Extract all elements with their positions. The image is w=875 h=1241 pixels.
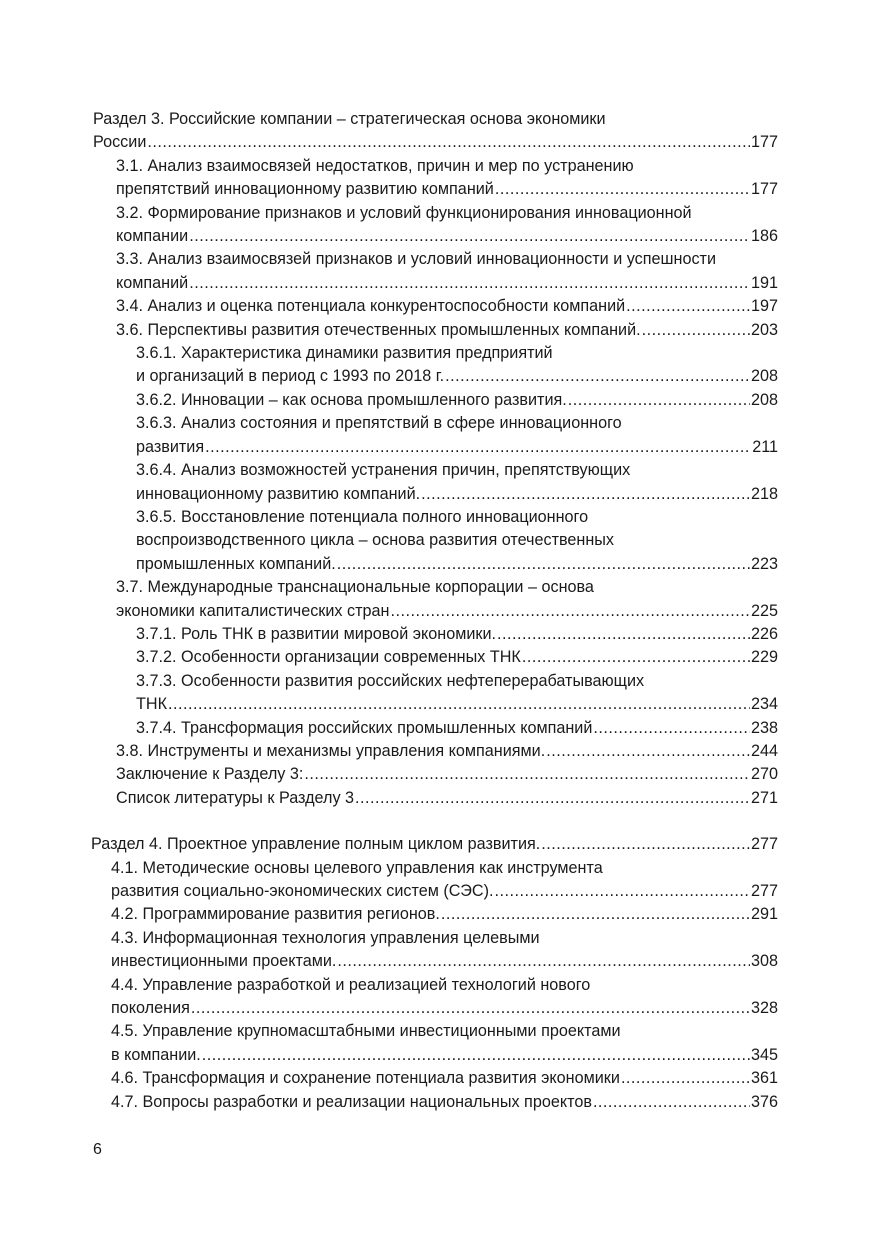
toc-entry-title: Список литературы к Разделу 3 — [116, 788, 355, 807]
toc-page-number: 234 — [750, 695, 778, 714]
toc-entry-title-line: 3.7.3. Особенности развития российских нефтеперерабатывающих — [136, 671, 645, 690]
dot-leader — [337, 553, 750, 576]
dot-leader — [189, 272, 750, 295]
toc-entry-title: 3.6. Перспективы развития отечественных промышленных компаний. — [116, 320, 641, 339]
toc-entry-title: инновационному развитию компаний. — [136, 484, 421, 503]
toc-entry-leader-line — [136, 483, 778, 506]
toc-entry[interactable] — [111, 1091, 778, 1114]
dot-leader — [522, 646, 750, 669]
dot-leader — [445, 365, 750, 388]
toc-entry-leader-line — [136, 436, 778, 459]
toc-entry-leader-line — [116, 225, 778, 248]
toc-section-s4 — [0, 833, 875, 1114]
toc-page-number: 203 — [750, 320, 778, 339]
dot-leader — [390, 600, 750, 623]
toc-entry[interactable] — [116, 248, 778, 295]
dot-leader — [304, 763, 750, 786]
toc-entry[interactable] — [136, 389, 778, 412]
toc-page-number: 208 — [750, 390, 778, 409]
toc-entry[interactable] — [136, 623, 778, 646]
toc-entry[interactable] — [136, 670, 778, 717]
toc-entry-title: Раздел 4. Проектное управление полным циклом развития. — [91, 835, 541, 854]
dot-leader — [191, 997, 750, 1020]
toc-entry[interactable] — [136, 342, 778, 389]
toc-entry-title: Заключение к Разделу 3: — [116, 765, 304, 784]
toc-entry-leader-line — [136, 389, 778, 412]
toc-entry-title: 3.7.2. Особенности организации современных ТНК — [136, 648, 521, 667]
dot-leader — [441, 903, 750, 926]
toc-entry-title-line: 4.4. Управление разработкой и реализацией технологий нового — [111, 975, 591, 994]
toc-entry[interactable] — [93, 108, 778, 155]
toc-page-number: 361 — [750, 1069, 778, 1088]
toc-entry-leader-line — [136, 693, 778, 716]
toc-entry-title-line: 4.3. Информационная технология управления целевыми — [111, 928, 540, 947]
toc-page-number: 229 — [750, 648, 778, 667]
toc-entry-title-line: 3.6.1. Характеристика динамики развития предприятий — [136, 344, 553, 363]
toc-page-number: 328 — [750, 999, 778, 1018]
toc-entry-title-line: Раздел 3. Российские компании – стратегическая основа экономики — [93, 110, 606, 128]
toc-entry-title-line: 3.1. Анализ взаимосвязей недостатков, причин и мер по устранению — [116, 156, 634, 175]
toc-entry-leader-line — [111, 903, 778, 926]
dot-leader — [205, 436, 751, 459]
dot-leader — [147, 131, 750, 154]
toc-entry[interactable] — [136, 459, 778, 506]
toc-entry[interactable] — [136, 412, 778, 459]
toc-entry-title: компании — [116, 227, 189, 246]
dot-leader — [355, 787, 750, 810]
toc-entry-title-line: 3.2. Формирование признаков и условий функционирования инновационной — [116, 203, 692, 222]
dot-leader — [497, 623, 750, 646]
toc-page-number: 345 — [750, 1045, 778, 1064]
dot-leader — [337, 950, 750, 973]
toc-entry-leader-line — [136, 365, 778, 388]
toc-entry-title: инвестиционными проектами. — [111, 952, 337, 971]
toc-page-number: 244 — [750, 741, 778, 760]
dot-leader — [168, 693, 750, 716]
toc-entry-leader-line — [116, 763, 778, 786]
toc-entry-title: препятствий инновационному развитию компаний — [116, 180, 494, 199]
toc-entry-title-line: 3.6.4. Анализ возможностей устранения причин, препятствующих — [136, 461, 631, 480]
toc-entry-title: компаний — [116, 273, 189, 292]
toc-page-number: 223 — [750, 554, 778, 573]
dot-leader — [593, 717, 750, 740]
toc-entry-leader-line — [111, 950, 778, 973]
toc-entry-leader-line — [136, 623, 778, 646]
toc-entry-title: 3.4. Анализ и оценка потенциала конкурентоспособности компаний — [116, 297, 626, 316]
toc-entry[interactable] — [111, 857, 778, 904]
toc-entry-leader-line — [111, 1067, 778, 1090]
toc-entry-title: 4.2. Программирование развития регионов. — [111, 905, 440, 924]
toc-entry-leader-line — [136, 553, 778, 576]
toc-entry-title: 3.6.2. Инновации – как основа промышленного развития. — [136, 390, 567, 409]
toc-page-number: 191 — [750, 273, 778, 292]
toc-entry-leader-line — [93, 131, 778, 154]
toc-entry-title: России — [93, 133, 147, 152]
toc-entry-leader-line — [111, 997, 778, 1020]
page-number: 6 — [93, 1141, 102, 1158]
dot-leader — [202, 1044, 750, 1067]
toc-entry[interactable] — [111, 1067, 778, 1090]
toc-entry-leader-line — [111, 1091, 778, 1114]
toc-entry[interactable] — [116, 155, 778, 202]
toc-entry-title: и организаций в период с 1993 по 2018 г. — [136, 367, 445, 386]
dot-leader — [593, 1091, 750, 1114]
toc-entry[interactable] — [91, 833, 778, 856]
toc-entry-title-line: 4.5. Управление крупномасштабными инвестиционными проектами — [111, 1022, 621, 1041]
dot-leader — [621, 1067, 750, 1090]
toc-entry[interactable] — [136, 717, 778, 740]
dot-leader — [421, 483, 750, 506]
toc-page-number: 197 — [750, 297, 778, 316]
toc-entry-title: 4.6. Трансформация и сохранение потенциала развития экономики — [111, 1069, 620, 1088]
dot-leader — [189, 225, 750, 248]
toc-page-number: 186 — [750, 227, 778, 246]
toc-entry[interactable] — [116, 295, 778, 318]
toc-entry-leader-line — [116, 600, 778, 623]
toc-entry[interactable] — [111, 974, 778, 1021]
toc-entry-title-line: 3.6.5. Восстановление потенциала полного инновационного — [136, 507, 589, 526]
toc-entry-leader-line — [116, 787, 778, 810]
toc-entry-title-line: 3.7. Международные транснациональные корпорации – основа — [116, 578, 594, 597]
toc-page-number: 177 — [750, 180, 778, 199]
toc-entry-title-line: 3.6.3. Анализ состояния и препятствий в сфере инновационного — [136, 414, 622, 433]
toc-entry-title: развития социально-экономических систем (СЭС). — [111, 882, 494, 900]
toc-entry-title: 4.7. Вопросы разработки и реализации национальных проектов — [111, 1092, 592, 1111]
toc-page-number: 376 — [750, 1092, 778, 1111]
toc-page-number: 270 — [750, 765, 778, 784]
toc-entry-leader-line — [91, 833, 778, 856]
toc-page-number: 271 — [750, 788, 778, 807]
toc-entry-leader-line — [116, 740, 778, 763]
toc-page-number: 291 — [750, 905, 778, 924]
dot-leader — [495, 178, 750, 201]
toc-entry[interactable] — [116, 787, 778, 810]
toc-page-number: 308 — [750, 952, 778, 971]
toc-entry-title: промышленных компаний. — [136, 554, 336, 573]
toc-page-number: 277 — [750, 882, 778, 900]
dot-leader — [495, 880, 750, 903]
toc-entry[interactable] — [116, 202, 778, 249]
toc-entry-title: экономики капиталистических стран — [116, 601, 390, 620]
dot-leader — [642, 319, 750, 342]
toc-entry-title: 3.7.4. Трансформация российских промышленных компаний — [136, 718, 593, 737]
dot-leader — [546, 740, 750, 763]
toc-entry[interactable] — [111, 927, 778, 974]
toc-entry-title-line: воспроизводственного цикла – основа развития отечественных — [136, 531, 615, 550]
toc-entry-title: ТНК — [136, 695, 168, 714]
toc-section-s3 — [0, 108, 875, 810]
toc-entry-leader-line — [116, 178, 778, 201]
toc-entry-title: развития — [136, 437, 205, 456]
toc-entry-title: в компании. — [111, 1045, 201, 1064]
toc-entry[interactable] — [116, 740, 778, 763]
toc-entry-title: поколения — [111, 999, 190, 1018]
toc-entry-title: 3.8. Инструменты и механизмы управления компаниями. — [116, 741, 546, 760]
toc-entry-leader-line — [136, 717, 778, 740]
toc-entry[interactable] — [116, 319, 778, 342]
toc-page-number: 218 — [750, 484, 778, 503]
toc-entry-title-line: 3.3. Анализ взаимосвязей признаков и условий инновационности и успешности — [116, 250, 716, 269]
toc-entry[interactable] — [116, 763, 778, 786]
toc-page-number: 277 — [750, 835, 778, 854]
toc-entry-leader-line — [116, 272, 778, 295]
toc-entry[interactable] — [136, 646, 778, 669]
dot-leader — [568, 389, 750, 412]
toc-entry-leader-line — [136, 646, 778, 669]
toc-entry[interactable] — [136, 506, 778, 576]
toc-entry[interactable] — [111, 903, 778, 926]
section-gap — [0, 810, 875, 833]
toc-page-number: 226 — [750, 624, 778, 643]
table-of-contents — [0, 108, 875, 1114]
dot-leader — [541, 833, 750, 856]
toc-entry-leader-line — [111, 880, 778, 903]
toc-entry[interactable] — [116, 576, 778, 623]
dot-leader — [626, 295, 750, 318]
toc-entry-title: 3.7.1. Роль ТНК в развитии мировой экономики. — [136, 624, 496, 643]
toc-page-number: 177 — [750, 133, 778, 152]
toc-page-number: 211 — [752, 437, 778, 456]
toc-entry-leader-line — [116, 295, 778, 318]
toc-entry-title-line: 4.1. Методические основы целевого управления как инструмента — [111, 858, 603, 877]
toc-entry-leader-line — [116, 319, 778, 342]
toc-page-number: 225 — [750, 601, 778, 620]
toc-page-number: 238 — [750, 718, 778, 737]
toc-entry[interactable] — [111, 1020, 778, 1067]
toc-page-number: 208 — [750, 367, 778, 386]
toc-entry-leader-line — [111, 1044, 778, 1067]
